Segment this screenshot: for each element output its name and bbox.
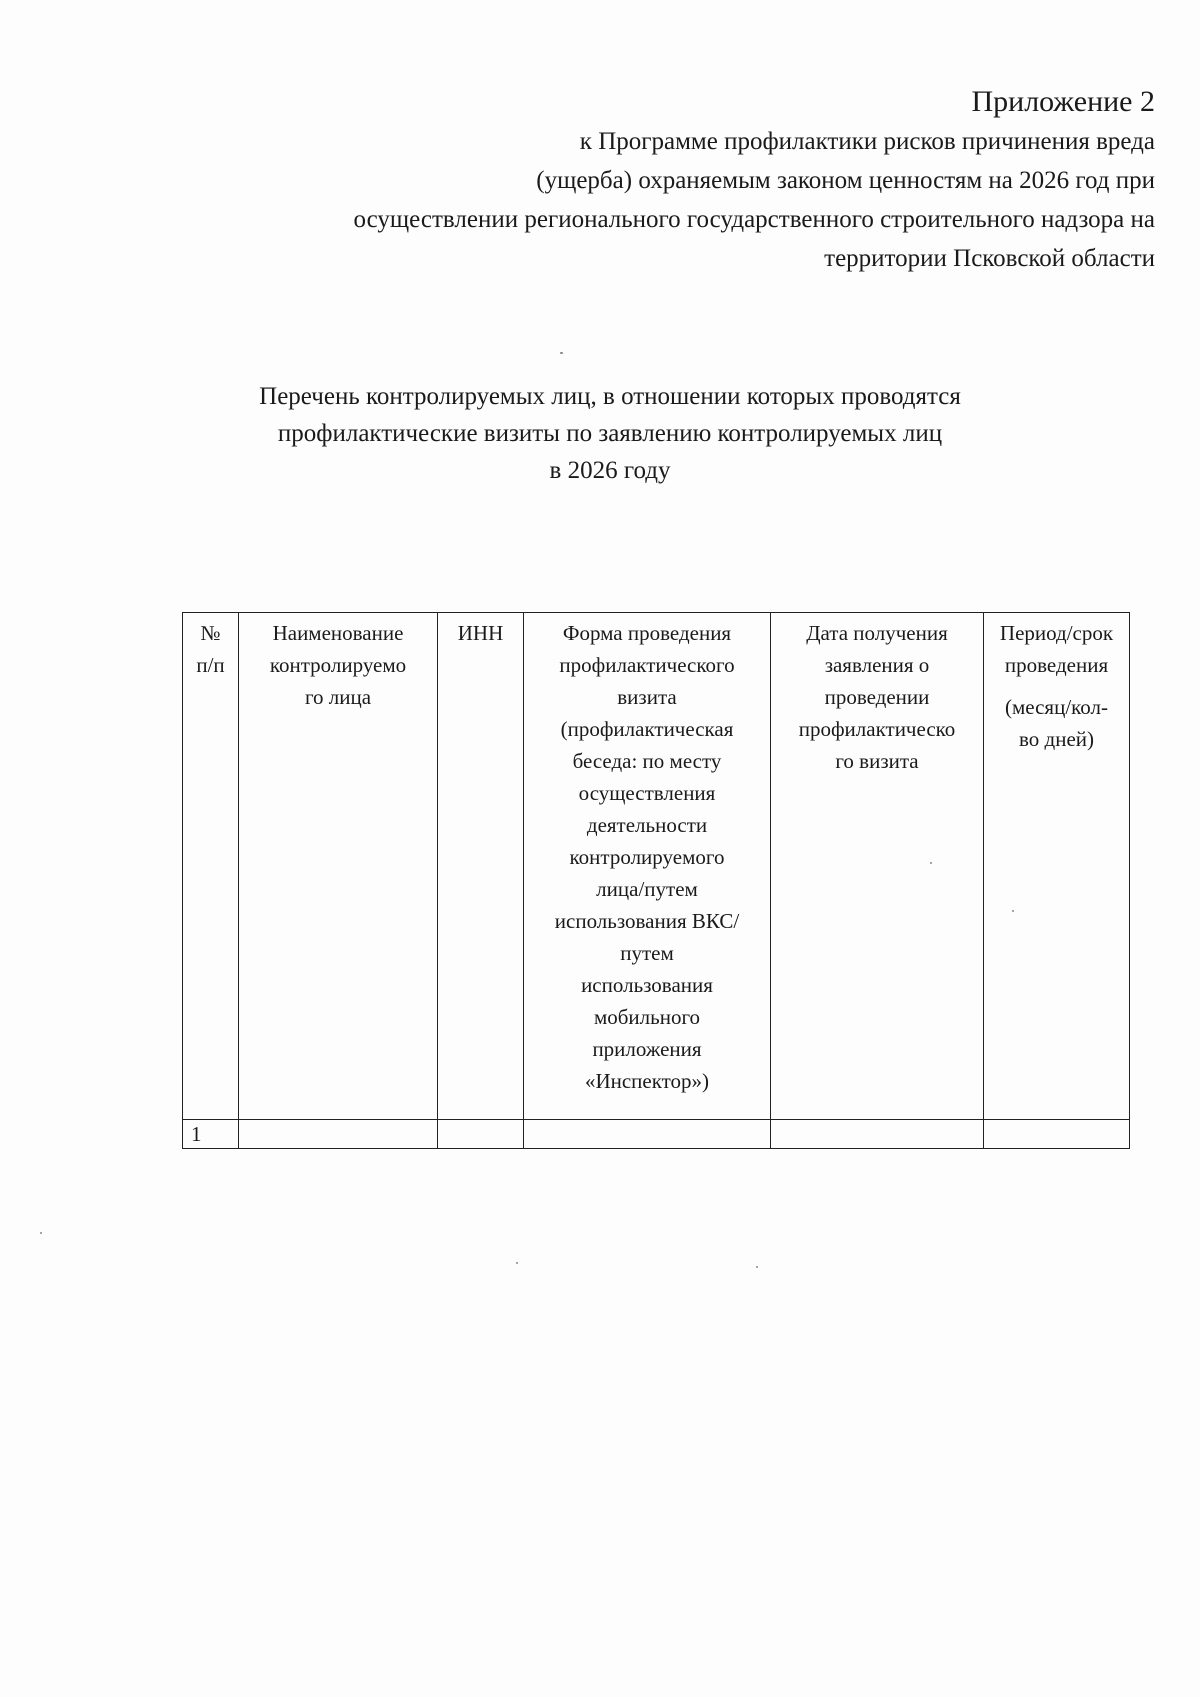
header-text: п/п [196,653,225,677]
table-row [183,1120,1130,1149]
header-text: ИНН [457,621,504,645]
scan-speck [1012,910,1014,912]
header-text: го лица [304,685,372,709]
header-text: контролируемо [269,653,407,677]
header-text: Форма проведения [562,621,732,645]
scan-speck [516,1262,518,1264]
header-text: контролируемого [569,845,725,869]
header-text: профилактического [559,653,735,677]
table-cell: 1 [183,1120,239,1149]
scan-speck [756,1266,758,1268]
scan-speck [40,1232,42,1234]
header-text: мобильного [593,1005,701,1029]
header-num [183,613,239,1120]
table [182,612,1130,1149]
list-title-line: в 2026 году [549,457,671,484]
header-text: приложения [592,1037,702,1061]
header-text: профилактическо [798,717,956,741]
header-text: проведении [824,685,930,709]
header-form [524,613,771,1120]
header-text: деятельности [586,813,708,837]
appendix-line: осуществлении регионального государственного строительного надзора на [353,206,1155,233]
table-cell [771,1120,984,1149]
header-text: «Инспектор») [584,1069,710,1093]
table-cell [524,1120,771,1149]
header-text: использования ВКС/ [554,909,740,933]
header-text: использования [581,973,713,997]
scan-speck [560,352,563,354]
header-text: визита [617,685,677,709]
header-text: го визита [835,749,919,773]
header-text: проведения [1004,653,1109,677]
scan-speck [930,862,932,864]
header-text: заявления о [824,653,930,677]
list-title-line: Перечень контролируемых лиц, в отношении которых проводятся [259,383,961,410]
header-inn [438,613,524,1120]
appendix-title: Приложение 2 [971,85,1155,118]
header-name [239,613,438,1120]
list-title [140,378,1080,489]
appendix-line: (ущерба) охраняемым законом ценностям на 2026 год при [536,167,1155,194]
table-header-row [183,613,1130,1120]
controlled-persons-table [182,612,1130,1149]
table-cell [984,1120,1130,1149]
header-text: путем [620,941,674,965]
header-text: № [200,621,221,645]
table-cell [438,1120,524,1149]
appendix-line: к Программе профилактики рисков причинения вреда [579,128,1155,155]
table-cell [239,1120,438,1149]
header-text: (профилактическая [560,717,734,741]
header-date [771,613,984,1120]
header-period-extra [988,691,1125,755]
header-text: Дата получения [806,621,948,645]
header-text: (месяц/кол- [1004,695,1108,719]
header-text: осуществления [578,781,716,805]
header-text: во дней) [1019,727,1094,751]
appendix-line: территории Псковской области [824,245,1155,272]
appendix-header [155,82,1155,278]
header-period [984,613,1130,1120]
header-text: лица/путем [596,877,698,901]
list-title-line: профилактические визиты по заявлению контролируемых лиц [277,420,943,447]
header-text: беседа: по месту [572,749,722,773]
header-text: Наименование [272,621,404,645]
header-text: Период/срок [999,621,1114,645]
